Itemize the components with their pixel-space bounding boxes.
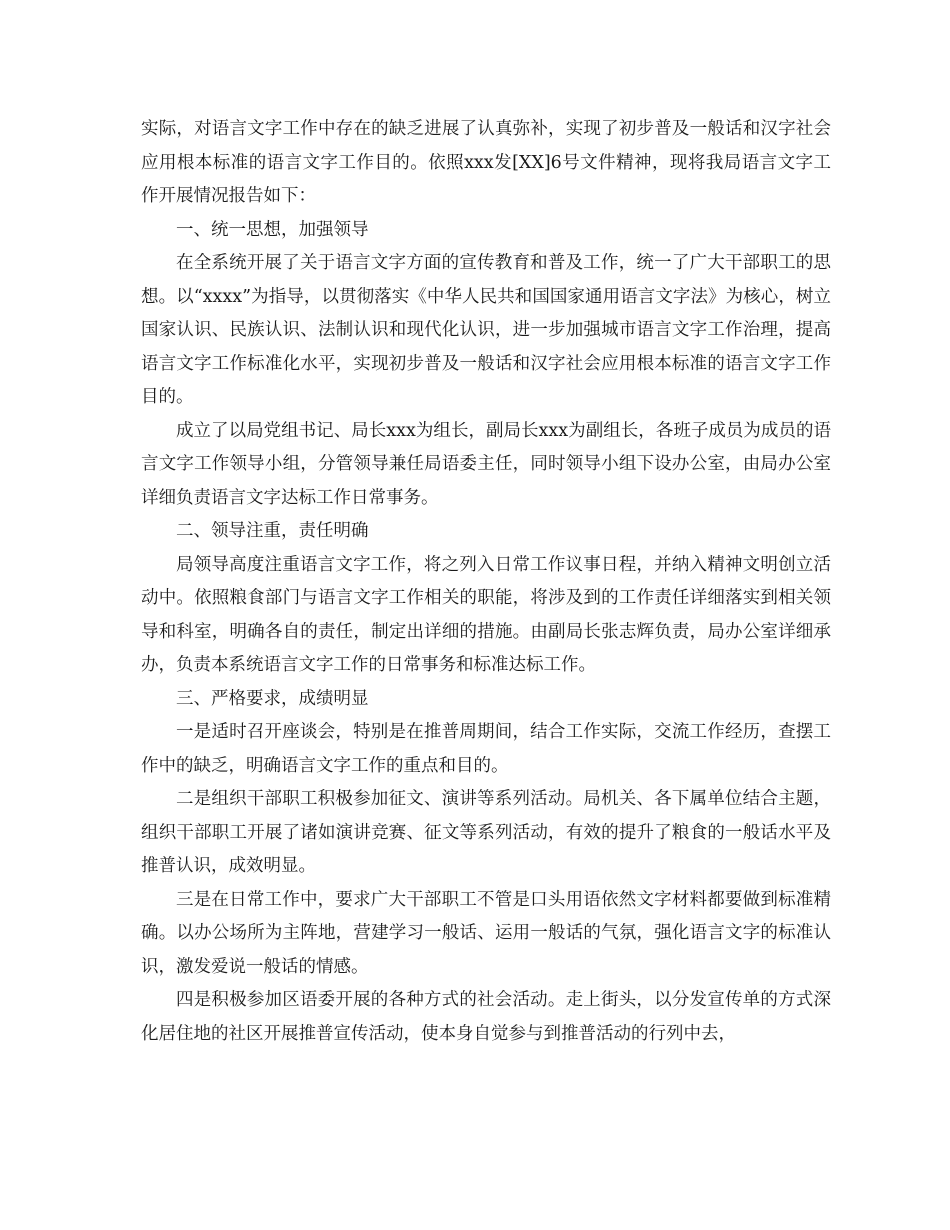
- paragraph: 在全系统开展了关于语言文字方面的宣传教育和普及工作，统一了广大干部职工的思想。以“xxxx”为指导，以贯彻落实《中华人民共和国国家通用语言文字法》为核心，树立国家认识、民族认识、法制认识和现代化认识，进一步加强城市语言文字工作治理，提高语言文字工作标准化水平，实现初步普及一般话和汉字社会应用根本标准的语言文字工作目的。: [141, 253, 831, 407]
- paragraph: 成立了以局党组书记、局长xxx为组长，副局长xxx为副组长，各班子成员为成员的语言文字工作领导小组，分管领导兼任局语委主任，同时领导小组下设办公室，由局办公室详细负责语言文字达标工作日常事务。: [141, 420, 831, 508]
- paragraph: 局领导高度注重语言文字工作，将之列入日常工作议事日程，并纳入精神文明创立活动中。依照粮食部门与语言文字工作相关的职能，将涉及到的工作责任详细落实到相关领导和科室，明确各自的责任，制定出详细的措施。由副局长张志辉负责，局办公室详细承办，负责本系统语言文字工作的日常事务和标准达标工作。: [141, 554, 831, 675]
- paragraph: 三、严格要求，成绩明显: [176, 688, 369, 709]
- paragraph: 四是积极参加区语委开展的各种方式的社会活动。走上街头，以分发宣传单的方式深化居住地的社区开展推普宣传活动，使本身自觉参与到推普活动的行列中去，: [141, 990, 831, 1044]
- paragraph: 三是在日常工作中，要求广大干部职工不管是口头用语依然文字材料都要做到标准精确。以办公场所为主阵地，营建学习一般话、运用一般话的气氛，强化语言文字的标准认识，激发爱说一般话的情感。: [141, 889, 831, 977]
- paragraph: 实际，对语言文字工作中存在的缺乏进展了认真弥补，实现了初步普及一般话和汉字社会应用根本标准的语言文字工作目的。依照xxx发[XX]6号文件精神，现将我局语言文字工作开展情况报告如下：: [141, 119, 831, 206]
- document-body: [141, 113, 831, 1051]
- paragraph: 二、领导注重，责任明确: [176, 521, 369, 541]
- paragraph: 二是组织干部职工积极参加征文、演讲等系列活动。局机关、各下属单位结合主题，组织干部职工开展了诸如演讲竞赛、征文等系列活动，有效的提升了粮食的一般话水平及推普认识，成效明显。: [141, 789, 831, 876]
- paragraph: 一、统一思想，加强领导: [176, 219, 369, 240]
- paragraph: 一是适时召开座谈会，特别是在推普周期间，结合工作实际，交流工作经历，查摆工作中的缺乏，明确语言文字工作的重点和目的。: [141, 722, 831, 776]
